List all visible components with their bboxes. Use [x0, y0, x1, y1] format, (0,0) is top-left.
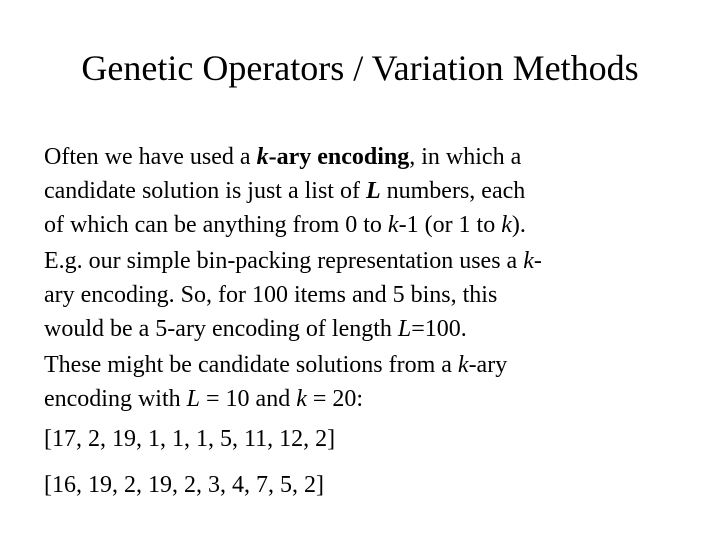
text-run: ary encoding. So, for 100 items and 5 bins, this [44, 282, 498, 308]
term-k: k [501, 212, 512, 238]
text-run: These might be candidate solutions from a [44, 352, 458, 378]
text-run: -ary [468, 352, 508, 378]
text-run: Often we have used a [44, 144, 257, 170]
text-line [44, 382, 684, 416]
text-run: E.g. our simple bin-packing representation uses a [44, 248, 524, 274]
text-line [44, 348, 684, 382]
text-line [44, 208, 684, 242]
paragraph-kary-definition [44, 140, 684, 242]
paragraph-candidate-solutions [44, 348, 684, 416]
term-k: k [296, 386, 307, 412]
text-run: numbers, each [380, 178, 526, 204]
text-line [44, 174, 684, 208]
term-k: k [457, 352, 469, 378]
text-run: candidate solution is just a list of [44, 178, 366, 204]
text-run: , in which a [409, 144, 522, 170]
term-L: L [365, 178, 381, 204]
text-run: = 20: [306, 386, 364, 412]
text-line [44, 312, 684, 346]
text-run: of which can be anything from 0 to [44, 212, 388, 238]
text-run: encoding with [44, 386, 187, 412]
text-run: -1 (or 1 to [398, 212, 502, 238]
text-run: - [533, 248, 542, 274]
term-k: k [387, 212, 399, 238]
candidate-solution-2: [16, 19, 2, 19, 2, 3, 4, 7, 5, 2] [44, 472, 324, 498]
paragraph-bin-packing-example [44, 244, 684, 346]
text-run: ). [511, 212, 526, 238]
term-L: L [186, 386, 200, 412]
term-L: L [397, 316, 412, 342]
term-ary-encoding: -ary encoding [268, 144, 410, 170]
slide-title: Genetic Operators / Variation Methods [81, 48, 639, 88]
text-run: = 10 and [200, 386, 297, 412]
term-k: k [523, 248, 534, 274]
text-line [44, 278, 684, 312]
text-run: would be a 5-ary encoding of length [44, 316, 398, 342]
term-k: k [256, 144, 269, 170]
text-line [44, 140, 684, 174]
candidate-solution-1: [17, 2, 19, 1, 1, 1, 5, 11, 12, 2] [44, 426, 336, 452]
slide-body [44, 140, 684, 502]
text-run: =100. [411, 316, 467, 342]
text-line [44, 244, 684, 278]
